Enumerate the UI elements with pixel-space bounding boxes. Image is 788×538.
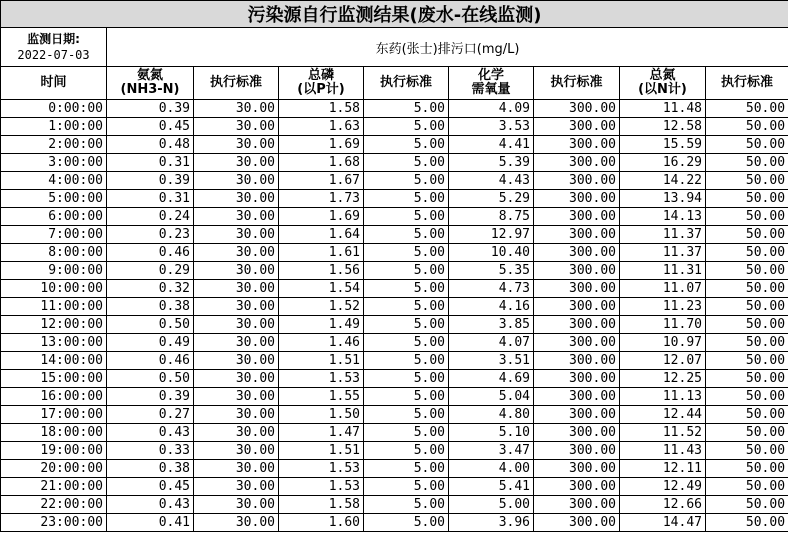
cell-cod_std: 300.00 <box>534 172 620 190</box>
cell-cod_std: 300.00 <box>534 442 620 460</box>
cell-nh3n: 0.32 <box>107 280 194 298</box>
cell-cod: 4.43 <box>449 172 534 190</box>
cell-tn: 11.48 <box>620 100 706 118</box>
cell-tn_std: 50.00 <box>706 478 788 496</box>
cell-nh3n: 0.31 <box>107 154 194 172</box>
cell-nh3n: 0.39 <box>107 100 194 118</box>
cell-cod_std: 300.00 <box>534 244 620 262</box>
cell-nh3n_std: 30.00 <box>194 514 279 532</box>
table-row <box>1 316 788 334</box>
cell-tn: 12.07 <box>620 352 706 370</box>
cell-nh3n_std: 30.00 <box>194 424 279 442</box>
cell-tp_std: 5.00 <box>364 280 449 298</box>
cell-tp: 1.69 <box>279 208 364 226</box>
cell-nh3n: 0.33 <box>107 442 194 460</box>
cell-tp: 1.53 <box>279 460 364 478</box>
cell-tp: 1.52 <box>279 298 364 316</box>
cell-time: 18:00:00 <box>1 424 107 442</box>
cell-cod: 4.80 <box>449 406 534 424</box>
cell-time: 17:00:00 <box>1 406 107 424</box>
date-cell <box>1 28 107 67</box>
cell-time: 3:00:00 <box>1 154 107 172</box>
cell-cod_std: 300.00 <box>534 118 620 136</box>
cell-tp: 1.51 <box>279 442 364 460</box>
cell-cod: 5.41 <box>449 478 534 496</box>
table-row <box>1 406 788 424</box>
header-nh3n-line2: (NH3-N) <box>120 82 180 97</box>
cell-nh3n_std: 30.00 <box>194 442 279 460</box>
cell-tp: 1.67 <box>279 172 364 190</box>
cell-nh3n: 0.46 <box>107 352 194 370</box>
header-tn <box>620 67 706 100</box>
cell-time: 0:00:00 <box>1 100 107 118</box>
cell-cod: 5.35 <box>449 262 534 280</box>
cell-tp: 1.51 <box>279 352 364 370</box>
header-tp-line1: 总磷 <box>307 68 334 83</box>
cell-cod_std: 300.00 <box>534 460 620 478</box>
cell-tp: 1.68 <box>279 154 364 172</box>
cell-tn: 14.13 <box>620 208 706 226</box>
cell-tn_std: 50.00 <box>706 136 788 154</box>
cell-tn_std: 50.00 <box>706 442 788 460</box>
cell-time: 6:00:00 <box>1 208 107 226</box>
cell-cod_std: 300.00 <box>534 370 620 388</box>
cell-nh3n_std: 30.00 <box>194 262 279 280</box>
header-cod-line1: 化学 <box>477 68 504 83</box>
cell-nh3n: 0.49 <box>107 334 194 352</box>
cell-tp: 1.73 <box>279 190 364 208</box>
cell-nh3n_std: 30.00 <box>194 316 279 334</box>
cell-time: 22:00:00 <box>1 496 107 514</box>
cell-tn: 11.43 <box>620 442 706 460</box>
cell-nh3n: 0.46 <box>107 244 194 262</box>
header-nh3n-line1: 氨氮 <box>136 68 163 83</box>
cell-tn_std: 50.00 <box>706 100 788 118</box>
cell-tp: 1.55 <box>279 388 364 406</box>
cell-cod_std: 300.00 <box>534 424 620 442</box>
cell-nh3n_std: 30.00 <box>194 334 279 352</box>
cell-tp: 1.56 <box>279 262 364 280</box>
table-row <box>1 154 788 172</box>
table-row <box>1 298 788 316</box>
cell-nh3n: 0.23 <box>107 226 194 244</box>
cell-nh3n_std: 30.00 <box>194 244 279 262</box>
cell-tn: 15.59 <box>620 136 706 154</box>
cell-time: 7:00:00 <box>1 226 107 244</box>
cell-time: 13:00:00 <box>1 334 107 352</box>
table-row <box>1 334 788 352</box>
table-row <box>1 244 788 262</box>
cell-tp_std: 5.00 <box>364 118 449 136</box>
table-row <box>1 478 788 496</box>
cell-nh3n: 0.50 <box>107 370 194 388</box>
cell-tn_std: 50.00 <box>706 514 788 532</box>
cell-time: 23:00:00 <box>1 514 107 532</box>
table-row <box>1 262 788 280</box>
cell-nh3n: 0.43 <box>107 496 194 514</box>
cell-time: 8:00:00 <box>1 244 107 262</box>
cell-tp: 1.63 <box>279 118 364 136</box>
cell-tn_std: 50.00 <box>706 226 788 244</box>
cell-tn: 14.22 <box>620 172 706 190</box>
cell-time: 1:00:00 <box>1 118 107 136</box>
cell-nh3n: 0.39 <box>107 388 194 406</box>
cell-tn_std: 50.00 <box>706 190 788 208</box>
cell-nh3n_std: 30.00 <box>194 154 279 172</box>
date-label: 监测日期: <box>27 32 80 46</box>
cell-time: 20:00:00 <box>1 460 107 478</box>
cell-tp: 1.53 <box>279 478 364 496</box>
cell-time: 15:00:00 <box>1 370 107 388</box>
cell-cod: 5.00 <box>449 496 534 514</box>
table-row <box>1 370 788 388</box>
cell-tp_std: 5.00 <box>364 388 449 406</box>
cell-cod_std: 300.00 <box>534 100 620 118</box>
cell-nh3n_std: 30.00 <box>194 136 279 154</box>
cell-tp: 1.53 <box>279 370 364 388</box>
cell-tp_std: 5.00 <box>364 424 449 442</box>
cell-tn: 10.97 <box>620 334 706 352</box>
cell-tp: 1.69 <box>279 136 364 154</box>
cell-cod: 3.47 <box>449 442 534 460</box>
cell-tp_std: 5.00 <box>364 100 449 118</box>
cell-nh3n: 0.38 <box>107 460 194 478</box>
cell-tn_std: 50.00 <box>706 496 788 514</box>
cell-tp_std: 5.00 <box>364 496 449 514</box>
cell-cod_std: 300.00 <box>534 514 620 532</box>
cell-tn_std: 50.00 <box>706 244 788 262</box>
header-tp-line2: (以P计) <box>297 82 345 97</box>
cell-cod_std: 300.00 <box>534 496 620 514</box>
cell-nh3n: 0.38 <box>107 298 194 316</box>
cell-cod_std: 300.00 <box>534 388 620 406</box>
cell-tp_std: 5.00 <box>364 244 449 262</box>
cell-tp: 1.58 <box>279 496 364 514</box>
cell-cod: 5.29 <box>449 190 534 208</box>
cell-nh3n: 0.45 <box>107 478 194 496</box>
table-row <box>1 280 788 298</box>
cell-time: 4:00:00 <box>1 172 107 190</box>
header-nh3n-std: 执行标准 <box>194 67 279 100</box>
cell-tp_std: 5.00 <box>364 478 449 496</box>
cell-tn_std: 50.00 <box>706 316 788 334</box>
cell-nh3n_std: 30.00 <box>194 478 279 496</box>
cell-tn: 12.58 <box>620 118 706 136</box>
cell-tp: 1.60 <box>279 514 364 532</box>
cell-tn: 12.49 <box>620 478 706 496</box>
cell-time: 19:00:00 <box>1 442 107 460</box>
cell-nh3n: 0.41 <box>107 514 194 532</box>
cell-tn: 11.52 <box>620 424 706 442</box>
cell-tn_std: 50.00 <box>706 208 788 226</box>
cell-nh3n_std: 30.00 <box>194 208 279 226</box>
cell-nh3n: 0.31 <box>107 190 194 208</box>
table-row <box>1 208 788 226</box>
cell-tp_std: 5.00 <box>364 298 449 316</box>
cell-nh3n_std: 30.00 <box>194 118 279 136</box>
cell-tp_std: 5.00 <box>364 406 449 424</box>
cell-cod: 4.07 <box>449 334 534 352</box>
cell-tn_std: 50.00 <box>706 280 788 298</box>
cell-nh3n_std: 30.00 <box>194 352 279 370</box>
cell-cod_std: 300.00 <box>534 478 620 496</box>
cell-tn_std: 50.00 <box>706 460 788 478</box>
cell-nh3n_std: 30.00 <box>194 298 279 316</box>
cell-tp: 1.58 <box>279 100 364 118</box>
cell-nh3n_std: 30.00 <box>194 190 279 208</box>
header-cod-std: 执行标准 <box>534 67 620 100</box>
table-row <box>1 442 788 460</box>
cell-tp_std: 5.00 <box>364 514 449 532</box>
cell-tp: 1.47 <box>279 424 364 442</box>
table-row <box>1 514 788 532</box>
cell-cod_std: 300.00 <box>534 298 620 316</box>
cell-tn: 14.47 <box>620 514 706 532</box>
cell-tp_std: 5.00 <box>364 262 449 280</box>
cell-tn: 12.25 <box>620 370 706 388</box>
cell-tp: 1.64 <box>279 226 364 244</box>
cell-tp_std: 5.00 <box>364 190 449 208</box>
cell-tp_std: 5.00 <box>364 172 449 190</box>
cell-cod_std: 300.00 <box>534 316 620 334</box>
cell-cod: 5.39 <box>449 154 534 172</box>
cell-tn: 11.37 <box>620 244 706 262</box>
cell-cod: 4.16 <box>449 298 534 316</box>
header-nh3n <box>107 67 194 100</box>
table-row <box>1 190 788 208</box>
cell-tn: 11.31 <box>620 262 706 280</box>
cell-nh3n_std: 30.00 <box>194 226 279 244</box>
cell-tn_std: 50.00 <box>706 334 788 352</box>
cell-tn_std: 50.00 <box>706 406 788 424</box>
cell-nh3n_std: 30.00 <box>194 172 279 190</box>
cell-tn: 11.23 <box>620 298 706 316</box>
cell-tn_std: 50.00 <box>706 298 788 316</box>
cell-tn: 11.37 <box>620 226 706 244</box>
cell-cod: 12.97 <box>449 226 534 244</box>
cell-nh3n: 0.29 <box>107 262 194 280</box>
cell-tp: 1.61 <box>279 244 364 262</box>
cell-tp: 1.49 <box>279 316 364 334</box>
cell-nh3n: 0.24 <box>107 208 194 226</box>
cell-cod_std: 300.00 <box>534 280 620 298</box>
table-row <box>1 136 788 154</box>
date-value: 2022-07-03 <box>17 48 90 62</box>
cell-nh3n_std: 30.00 <box>194 388 279 406</box>
cell-cod: 5.10 <box>449 424 534 442</box>
cell-cod: 8.75 <box>449 208 534 226</box>
cell-nh3n_std: 30.00 <box>194 496 279 514</box>
cell-time: 16:00:00 <box>1 388 107 406</box>
cell-cod: 3.51 <box>449 352 534 370</box>
cell-time: 2:00:00 <box>1 136 107 154</box>
cell-cod_std: 300.00 <box>534 154 620 172</box>
cell-cod: 3.85 <box>449 316 534 334</box>
table-row <box>1 424 788 442</box>
cell-time: 11:00:00 <box>1 298 107 316</box>
cell-tp_std: 5.00 <box>364 352 449 370</box>
header-cod-line2: 需氧量 <box>471 82 511 97</box>
report-title: 污染源自行监测结果(废水-在线监测) <box>1 1 788 28</box>
outlet-name: 东药(张士)排污口(mg/L) <box>107 28 788 67</box>
cell-tn: 13.94 <box>620 190 706 208</box>
cell-tn: 11.07 <box>620 280 706 298</box>
cell-cod: 4.41 <box>449 136 534 154</box>
cell-tp: 1.54 <box>279 280 364 298</box>
cell-tp_std: 5.00 <box>364 334 449 352</box>
cell-tn_std: 50.00 <box>706 262 788 280</box>
cell-tp_std: 5.00 <box>364 208 449 226</box>
cell-tp_std: 5.00 <box>364 370 449 388</box>
cell-cod_std: 300.00 <box>534 226 620 244</box>
cell-time: 21:00:00 <box>1 478 107 496</box>
cell-cod_std: 300.00 <box>534 208 620 226</box>
cell-cod: 4.73 <box>449 280 534 298</box>
cell-time: 12:00:00 <box>1 316 107 334</box>
cell-cod: 4.09 <box>449 100 534 118</box>
table-row <box>1 226 788 244</box>
cell-tn: 16.29 <box>620 154 706 172</box>
cell-cod_std: 300.00 <box>534 334 620 352</box>
cell-tp_std: 5.00 <box>364 316 449 334</box>
cell-nh3n_std: 30.00 <box>194 370 279 388</box>
cell-tn_std: 50.00 <box>706 352 788 370</box>
cell-tn_std: 50.00 <box>706 118 788 136</box>
header-tn-line1: 总氮 <box>649 68 676 83</box>
table-row <box>1 172 788 190</box>
table-row <box>1 100 788 118</box>
cell-tn: 12.66 <box>620 496 706 514</box>
cell-nh3n_std: 30.00 <box>194 100 279 118</box>
table-row <box>1 352 788 370</box>
header-cod <box>449 67 534 100</box>
cell-tp: 1.50 <box>279 406 364 424</box>
cell-tn: 12.44 <box>620 406 706 424</box>
cell-cod_std: 300.00 <box>534 262 620 280</box>
cell-tn_std: 50.00 <box>706 370 788 388</box>
cell-nh3n: 0.48 <box>107 136 194 154</box>
cell-time: 5:00:00 <box>1 190 107 208</box>
cell-tn: 11.70 <box>620 316 706 334</box>
cell-time: 14:00:00 <box>1 352 107 370</box>
cell-nh3n_std: 30.00 <box>194 460 279 478</box>
table-row <box>1 388 788 406</box>
header-tp <box>279 67 364 100</box>
cell-nh3n: 0.45 <box>107 118 194 136</box>
table-row <box>1 118 788 136</box>
cell-tp_std: 5.00 <box>364 154 449 172</box>
cell-tp: 1.46 <box>279 334 364 352</box>
cell-nh3n: 0.39 <box>107 172 194 190</box>
cell-cod: 3.53 <box>449 118 534 136</box>
cell-tn_std: 50.00 <box>706 388 788 406</box>
cell-tp_std: 5.00 <box>364 226 449 244</box>
header-tn-line2: (以N计) <box>638 82 687 97</box>
cell-tp_std: 5.00 <box>364 460 449 478</box>
cell-cod: 10.40 <box>449 244 534 262</box>
cell-nh3n: 0.27 <box>107 406 194 424</box>
header-tp-std: 执行标准 <box>364 67 449 100</box>
cell-cod: 4.00 <box>449 460 534 478</box>
table-row <box>1 496 788 514</box>
cell-tp_std: 5.00 <box>364 442 449 460</box>
cell-tn_std: 50.00 <box>706 424 788 442</box>
cell-nh3n_std: 30.00 <box>194 406 279 424</box>
cell-tp_std: 5.00 <box>364 136 449 154</box>
cell-cod_std: 300.00 <box>534 352 620 370</box>
cell-cod: 5.04 <box>449 388 534 406</box>
cell-time: 10:00:00 <box>1 280 107 298</box>
cell-nh3n: 0.50 <box>107 316 194 334</box>
header-tn-std: 执行标准 <box>706 67 788 100</box>
cell-tn: 12.11 <box>620 460 706 478</box>
cell-cod: 3.96 <box>449 514 534 532</box>
cell-tn_std: 50.00 <box>706 172 788 190</box>
cell-time: 9:00:00 <box>1 262 107 280</box>
table-row <box>1 460 788 478</box>
cell-nh3n_std: 30.00 <box>194 280 279 298</box>
cell-cod_std: 300.00 <box>534 406 620 424</box>
header-time: 时间 <box>1 67 107 100</box>
cell-cod: 4.69 <box>449 370 534 388</box>
cell-cod_std: 300.00 <box>534 136 620 154</box>
cell-nh3n: 0.43 <box>107 424 194 442</box>
cell-tn_std: 50.00 <box>706 154 788 172</box>
cell-cod_std: 300.00 <box>534 190 620 208</box>
cell-tn: 11.13 <box>620 388 706 406</box>
